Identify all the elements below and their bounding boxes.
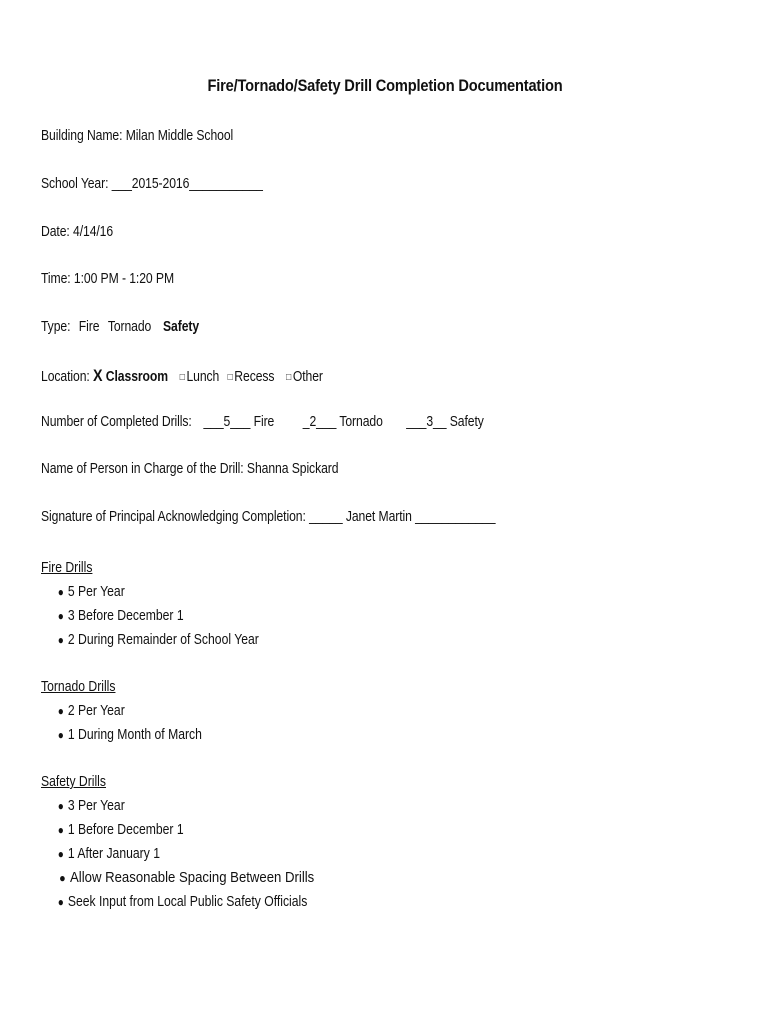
- type-line: [41, 319, 199, 335]
- building-name-value: Milan Middle School: [125, 128, 234, 144]
- list-item: ● 1 During Month of March: [41, 723, 202, 747]
- completed-tornado-count: _2___ Tornado: [302, 414, 383, 430]
- time-value: 1:00 PM - 1:20 PM: [73, 271, 175, 287]
- location-label: Location:: [41, 369, 90, 385]
- fire-drills-heading: Fire Drills: [41, 560, 93, 576]
- location-option-lunch: Lunch: [186, 369, 220, 385]
- fire-drills-section: [41, 556, 259, 652]
- tornado-drills-heading: Tornado Drills: [41, 679, 116, 695]
- list-item: ● 5 Per Year: [41, 580, 259, 604]
- school-year-label: School Year:: [41, 176, 109, 192]
- checkbox-icon: □: [286, 372, 292, 383]
- time-line: [41, 271, 174, 287]
- safety-drills-list: [41, 794, 315, 914]
- tornado-drills-section: [41, 675, 202, 747]
- signature-line: [41, 509, 495, 525]
- type-option-tornado: Tornado: [107, 319, 152, 335]
- bullet-icon: ●: [57, 704, 64, 718]
- date-line: [41, 224, 113, 240]
- list-item: ● Allow Reasonable Spacing Between Drills: [41, 866, 329, 890]
- type-label: Type:: [41, 319, 71, 335]
- type-option-safety-selected: Safety: [163, 319, 200, 335]
- completed-drills-line: [41, 414, 484, 430]
- bullet-icon: ●: [57, 895, 64, 909]
- fire-drills-list: [41, 580, 259, 652]
- bullet-icon: ●: [57, 847, 64, 861]
- signature-label: Signature of Principal Acknowledging Completion:: [41, 509, 306, 525]
- bullet-icon: ●: [57, 799, 64, 813]
- list-item: ● Seek Input from Local Public Safety Officials: [41, 890, 307, 914]
- signature-value: _____ Janet Martin ____________: [309, 509, 496, 525]
- safety-drills-heading: Safety Drills: [41, 774, 106, 790]
- person-in-charge-line: [41, 461, 338, 477]
- location-classroom-selected: Classroom: [105, 369, 168, 385]
- list-item: ● 1 Before December 1: [41, 818, 307, 842]
- completed-fire-count: ___5___ Fire: [203, 414, 275, 430]
- person-in-charge-label: Name of Person in Charge of the Drill:: [41, 461, 244, 477]
- completed-safety-count: ___3__ Safety: [406, 414, 484, 430]
- location-option-recess: Recess: [234, 369, 275, 385]
- checkbox-icon: □: [179, 372, 185, 383]
- tornado-drills-list: [41, 699, 202, 747]
- page-title: Fire/Tornado/Safety Drill Completion Documentation: [207, 76, 563, 95]
- building-name-label: Building Name:: [41, 128, 123, 144]
- bullet-icon: ●: [57, 728, 64, 742]
- type-option-fire: Fire: [78, 319, 100, 335]
- bullet-icon: ●: [57, 585, 64, 599]
- date-label: Date:: [41, 224, 70, 240]
- bullet-icon: ●: [57, 609, 64, 623]
- checkbox-icon: □: [227, 372, 233, 383]
- time-label: Time:: [41, 271, 71, 287]
- safety-drills-section: [41, 770, 315, 914]
- bullet-icon: ●: [57, 633, 64, 647]
- bullet-icon: ●: [57, 823, 64, 837]
- person-in-charge-value: Shanna Spickard: [246, 461, 339, 477]
- school-year-value: ___2015-2016___________: [111, 176, 263, 192]
- x-mark-icon: X: [92, 366, 103, 385]
- list-item: ● 2 Per Year: [41, 699, 202, 723]
- location-option-other: Other: [292, 369, 323, 385]
- completed-drills-label: Number of Completed Drills:: [41, 414, 192, 430]
- list-item: ● 3 Per Year: [41, 794, 307, 818]
- date-value: 4/14/16: [73, 224, 114, 240]
- list-item: ● 3 Before December 1: [41, 604, 259, 628]
- school-year-line: [41, 176, 263, 192]
- bullet-icon: ●: [59, 871, 66, 885]
- location-line: [41, 366, 323, 386]
- list-item: ● 1 After January 1: [41, 842, 307, 866]
- list-item: ● 2 During Remainder of School Year: [41, 628, 259, 652]
- building-name-line: [41, 128, 233, 144]
